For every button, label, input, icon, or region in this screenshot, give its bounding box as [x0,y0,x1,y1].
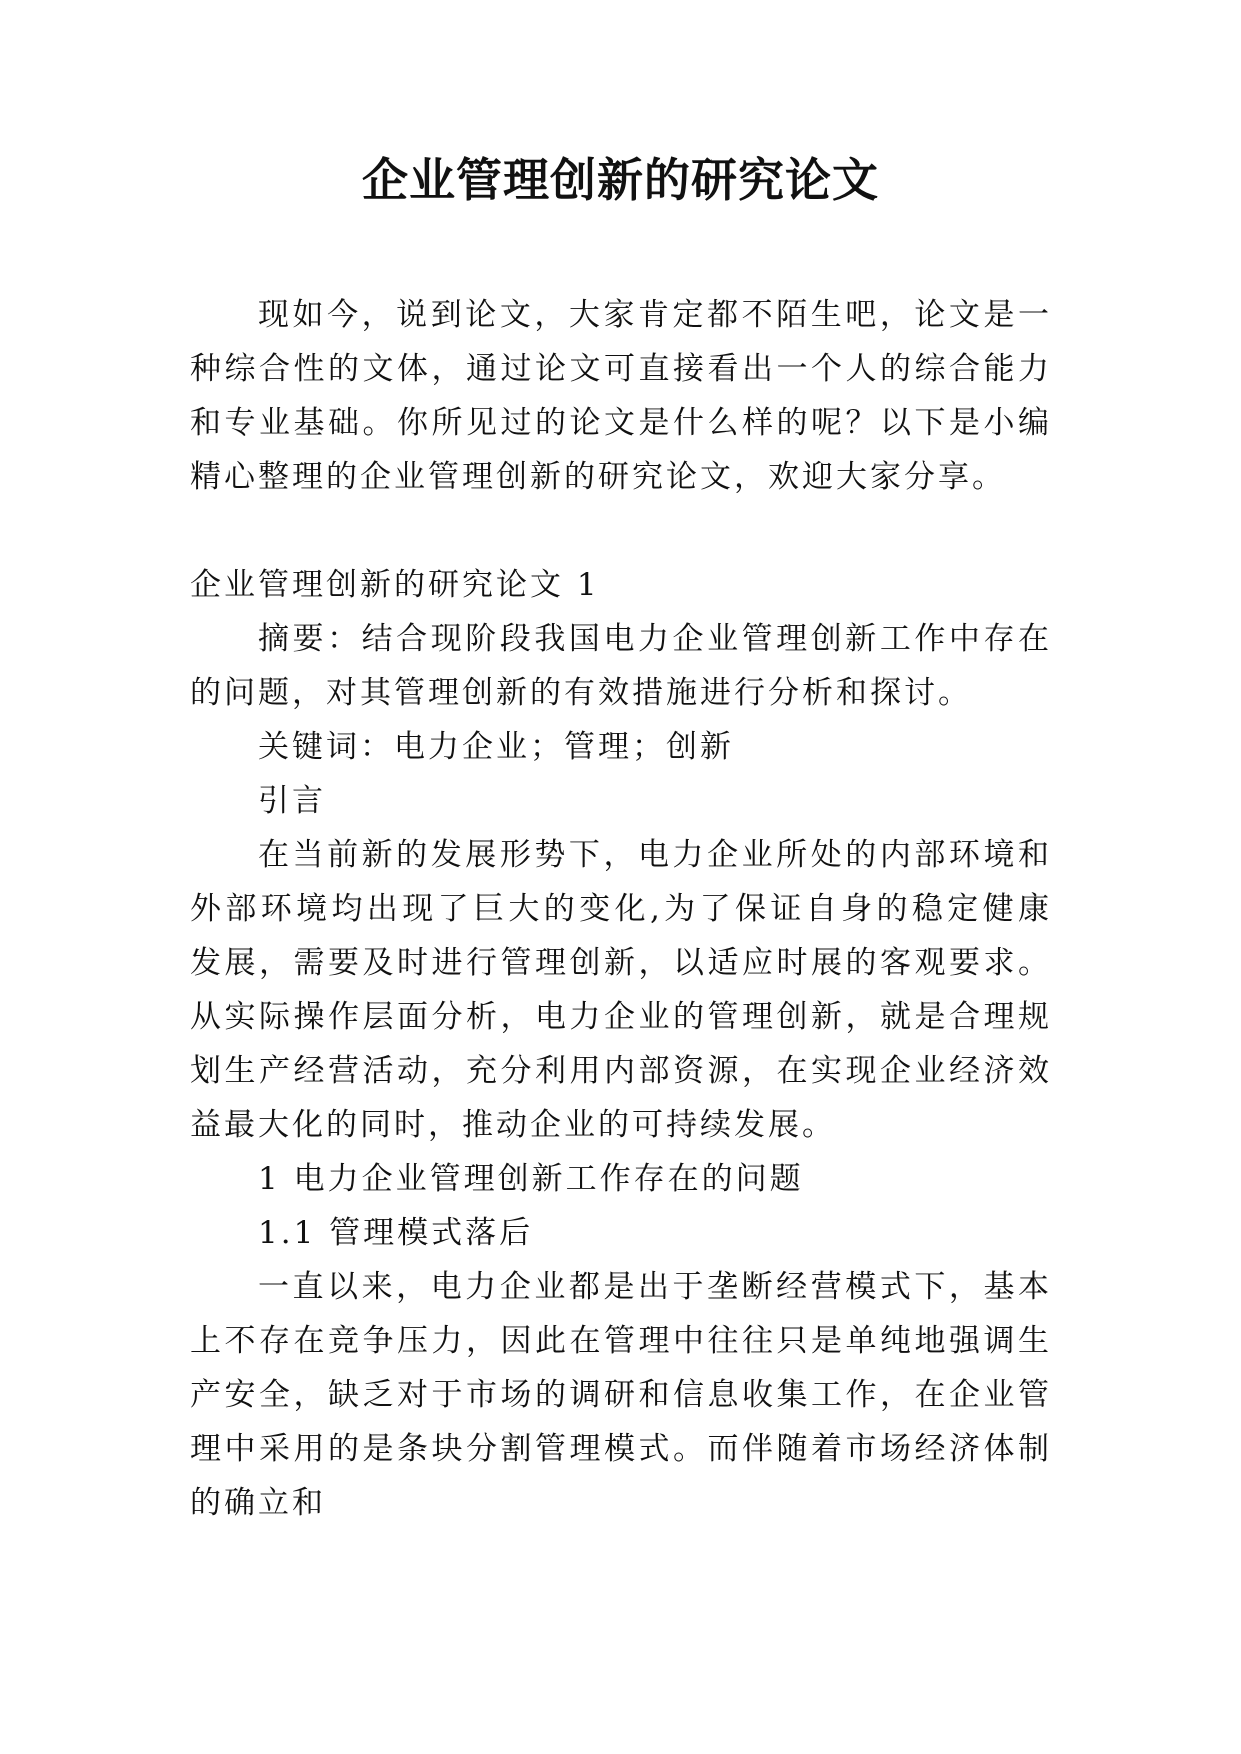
intro-heading: 引言 [258,783,326,819]
document-body [190,288,1052,1530]
intro-paragraph: 现如今，说到论文，大家肯定都不陌生吧，论文是一种综合性的文体，通过论文可直接看出一个人的综合能力和专业基础。你所见过的论文是什么样的呢？以下是小编精心整理的企业管理创新的研究论文，欢迎大家分享。 [190,297,1052,495]
keywords-line: 关键词：电力企业；管理；创新 [258,729,734,765]
heading-1: 1 电力企业管理创新工作存在的问题 [258,1161,804,1197]
section-heading: 企业管理创新的研究论文 1 [190,567,600,603]
heading-1-1: 1.1 管理模式落后 [258,1215,534,1251]
paragraph-spacer [190,504,1052,558]
abstract-paragraph: 摘要：结合现阶段我国电力企业管理创新工作中存在的问题，对其管理创新的有效措施进行分析和探讨。 [190,621,1052,711]
document-title: 企业管理创新的研究论文 [362,153,879,207]
body-1-1-paragraph: 一直以来，电力企业都是出于垄断经营模式下，基本上不存在竞争压力，因此在管理中往往只是单纯地强调生产安全，缺乏对于市场的调研和信息收集工作，在企业管理中采用的是条块分割管理模式。而伴随着市场经济体制的确立和 [190,1269,1052,1521]
intro-body-paragraph: 在当前新的发展形势下，电力企业所处的内部环境和外部环境均出现了巨大的变化,为了保证自身的稳定健康发展，需要及时进行管理创新，以适应时展的客观要求。从实际操作层面分析，电力企业的管理创新，就是合理规划生产经营活动，充分利用内部资源，在实现企业经济效益最大化的同时，推动企业的可持续发展。 [190,837,1052,1143]
